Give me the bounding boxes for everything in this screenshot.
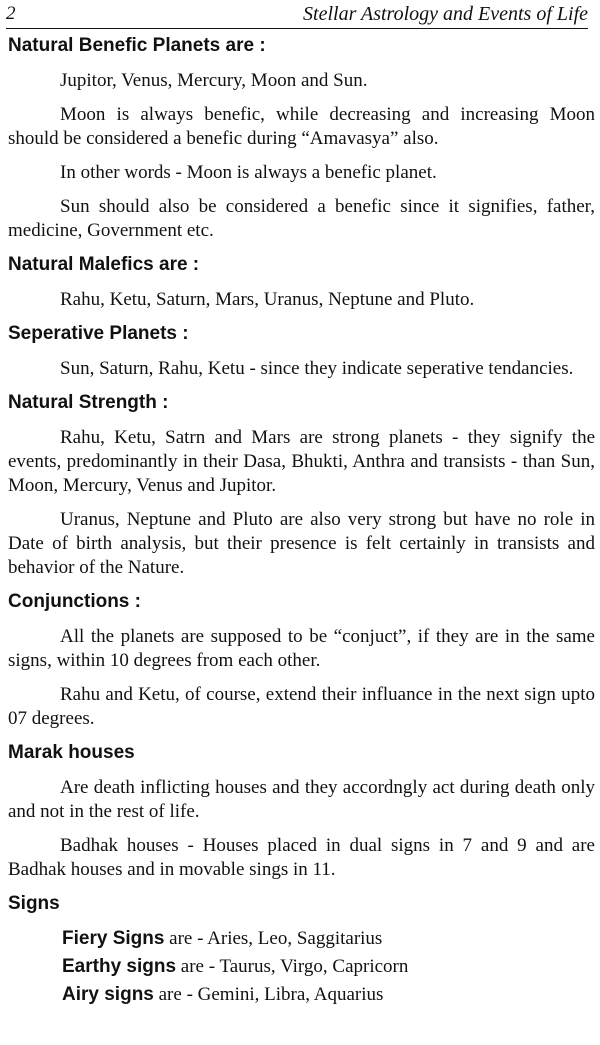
- paragraph: Sun should also be considered a benefic since it signifies, father, medicine, Government etc.: [8, 196, 595, 241]
- sign-term: Fiery Signs: [62, 928, 165, 949]
- paragraph: All the planets are supposed to be “conjuct”, if they are in the same signs, within 10 degrees from each other.: [8, 626, 595, 671]
- paragraph: Moon is always benefic, while decreasing and increasing Moon should be considered a benefic during “Amavasya” also.: [8, 104, 595, 149]
- sign-list: are - Taurus, Virgo, Capricorn: [176, 956, 409, 977]
- running-head: [6, 2, 588, 29]
- section-heading: Natural Benefic Planets are :: [8, 35, 266, 56]
- paragraph: Are death inflicting houses and they accordngly act during death only and not in the rest of life.: [8, 777, 595, 822]
- paragraph: Jupitor, Venus, Mercury, Moon and Sun.: [60, 70, 368, 91]
- section-heading: Natural Strength :: [8, 392, 169, 413]
- sign-item: [8, 927, 595, 951]
- section-heading: Natural Malefics are :: [8, 254, 200, 275]
- sign-item: [8, 955, 595, 979]
- page-body: [8, 34, 595, 1007]
- sign-term: Airy signs: [62, 984, 154, 1005]
- section-heading: Marak houses: [8, 742, 135, 763]
- signs-heading: Signs: [8, 893, 60, 914]
- section-heading: Seperative Planets :: [8, 323, 189, 344]
- page-number: 2: [6, 3, 16, 24]
- running-title: Stellar Astrology and Events of Life: [303, 3, 588, 25]
- sign-item: [8, 983, 595, 1007]
- section-heading: Conjunctions :: [8, 591, 141, 612]
- paragraph: Uranus, Neptune and Pluto are also very strong but have no role in Date of birth analysis, but their presence is felt certainly in transists and behavior of the Nature.: [8, 509, 595, 578]
- sign-list: are - Aries, Leo, Saggitarius: [164, 928, 383, 949]
- paragraph: Sun, Saturn, Rahu, Ketu - since they indicate seperative tendancies.: [60, 358, 574, 379]
- paragraph: Rahu, Ketu, Saturn, Mars, Uranus, Neptune and Pluto.: [60, 289, 475, 310]
- paragraph: Badhak houses - Houses placed in dual signs in 7 and 9 and are Badhak houses and in movable sings in 11.: [8, 835, 595, 880]
- sign-term: Earthy signs: [62, 956, 177, 977]
- paragraph: In other words - Moon is always a benefic planet.: [60, 162, 437, 183]
- paragraph: Rahu and Ketu, of course, extend their influance in the next sign upto 07 degrees.: [8, 684, 595, 729]
- paragraph: Rahu, Ketu, Satrn and Mars are strong planets - they signify the events, predominantly in their Dasa, Bhukti, Anthra and transists - than Sun, Moon, Mercury, Venus and Jupitor.: [8, 427, 595, 496]
- sign-list: are - Gemini, Libra, Aquarius: [153, 984, 384, 1005]
